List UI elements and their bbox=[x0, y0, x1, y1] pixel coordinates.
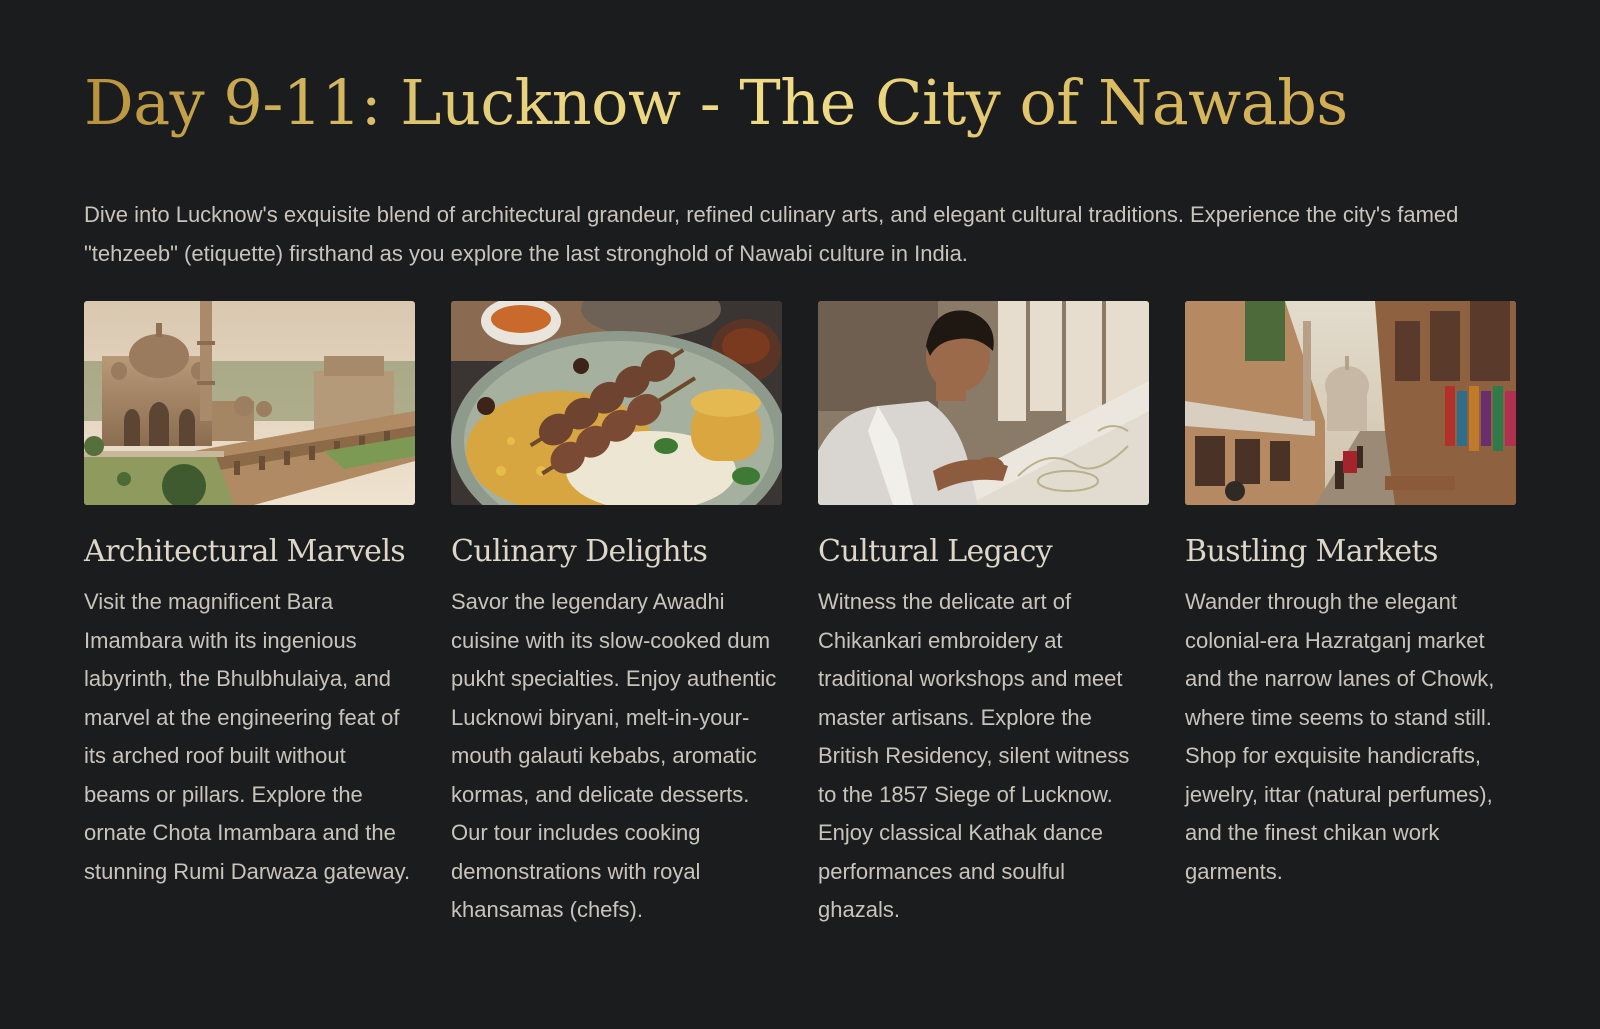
card-architecture bbox=[84, 301, 415, 930]
bara-imambara-image bbox=[84, 301, 415, 505]
chowk-market-image bbox=[1185, 301, 1516, 505]
kebab-biryani-image bbox=[451, 301, 782, 505]
card-cultural bbox=[818, 301, 1149, 930]
card-description: Wander through the elegant colonial-era Hazratganj market and the narrow lanes of Chowk, where time seems to stand still. Shop for exquisite handicrafts, jewelry, ittar (natural perfumes), and the finest chikan work garments. bbox=[1185, 589, 1495, 884]
card-title: Bustling Markets bbox=[1185, 534, 1438, 569]
card-description: Witness the delicate art of Chikankari embroidery at traditional workshops and meet master artisans. Explore the British Residency, silent witness to the 1857 Siege of Lucknow. Enjoy classical Kathak dance performances and soulful ghazals. bbox=[818, 589, 1130, 922]
card-description: Visit the magnificent Bara Imambara with its ingenious labyrinth, the Bhulbhulaiya, and marvel at the engineering feat of its arched roof built without beams or pillars. Explore the ornate Chota Imambara and the stunning Rumi Darwaza gateway. bbox=[84, 589, 411, 884]
intro-paragraph: Dive into Lucknow's exquisite blend of architectural grandeur, refined culinary arts, and elegant cultural traditions. Experience the city's famed "tehzeeb" (etiquette) firsthand as you explore the last stronghold of Nawabi culture in India. bbox=[84, 202, 1459, 266]
page-title: Day 9-11: Lucknow - The City of Nawabs bbox=[84, 58, 1516, 148]
card-title: Architectural Marvels bbox=[84, 534, 406, 569]
highlight-cards bbox=[84, 301, 1516, 930]
chikankari-artisan-image bbox=[818, 301, 1149, 505]
card-title: Cultural Legacy bbox=[818, 534, 1053, 569]
card-description: Savor the legendary Awadhi cuisine with its slow-cooked dum pukht specialties. Enjoy authentic Lucknowi biryani, melt-in-your-mouth galauti kebabs, aromatic kormas, and delicate desserts. Our tour includes cooking demonstrations with royal khansamas (chefs). bbox=[451, 589, 777, 922]
card-culinary bbox=[451, 301, 782, 930]
card-title: Culinary Delights bbox=[451, 534, 708, 569]
card-markets bbox=[1185, 301, 1516, 930]
